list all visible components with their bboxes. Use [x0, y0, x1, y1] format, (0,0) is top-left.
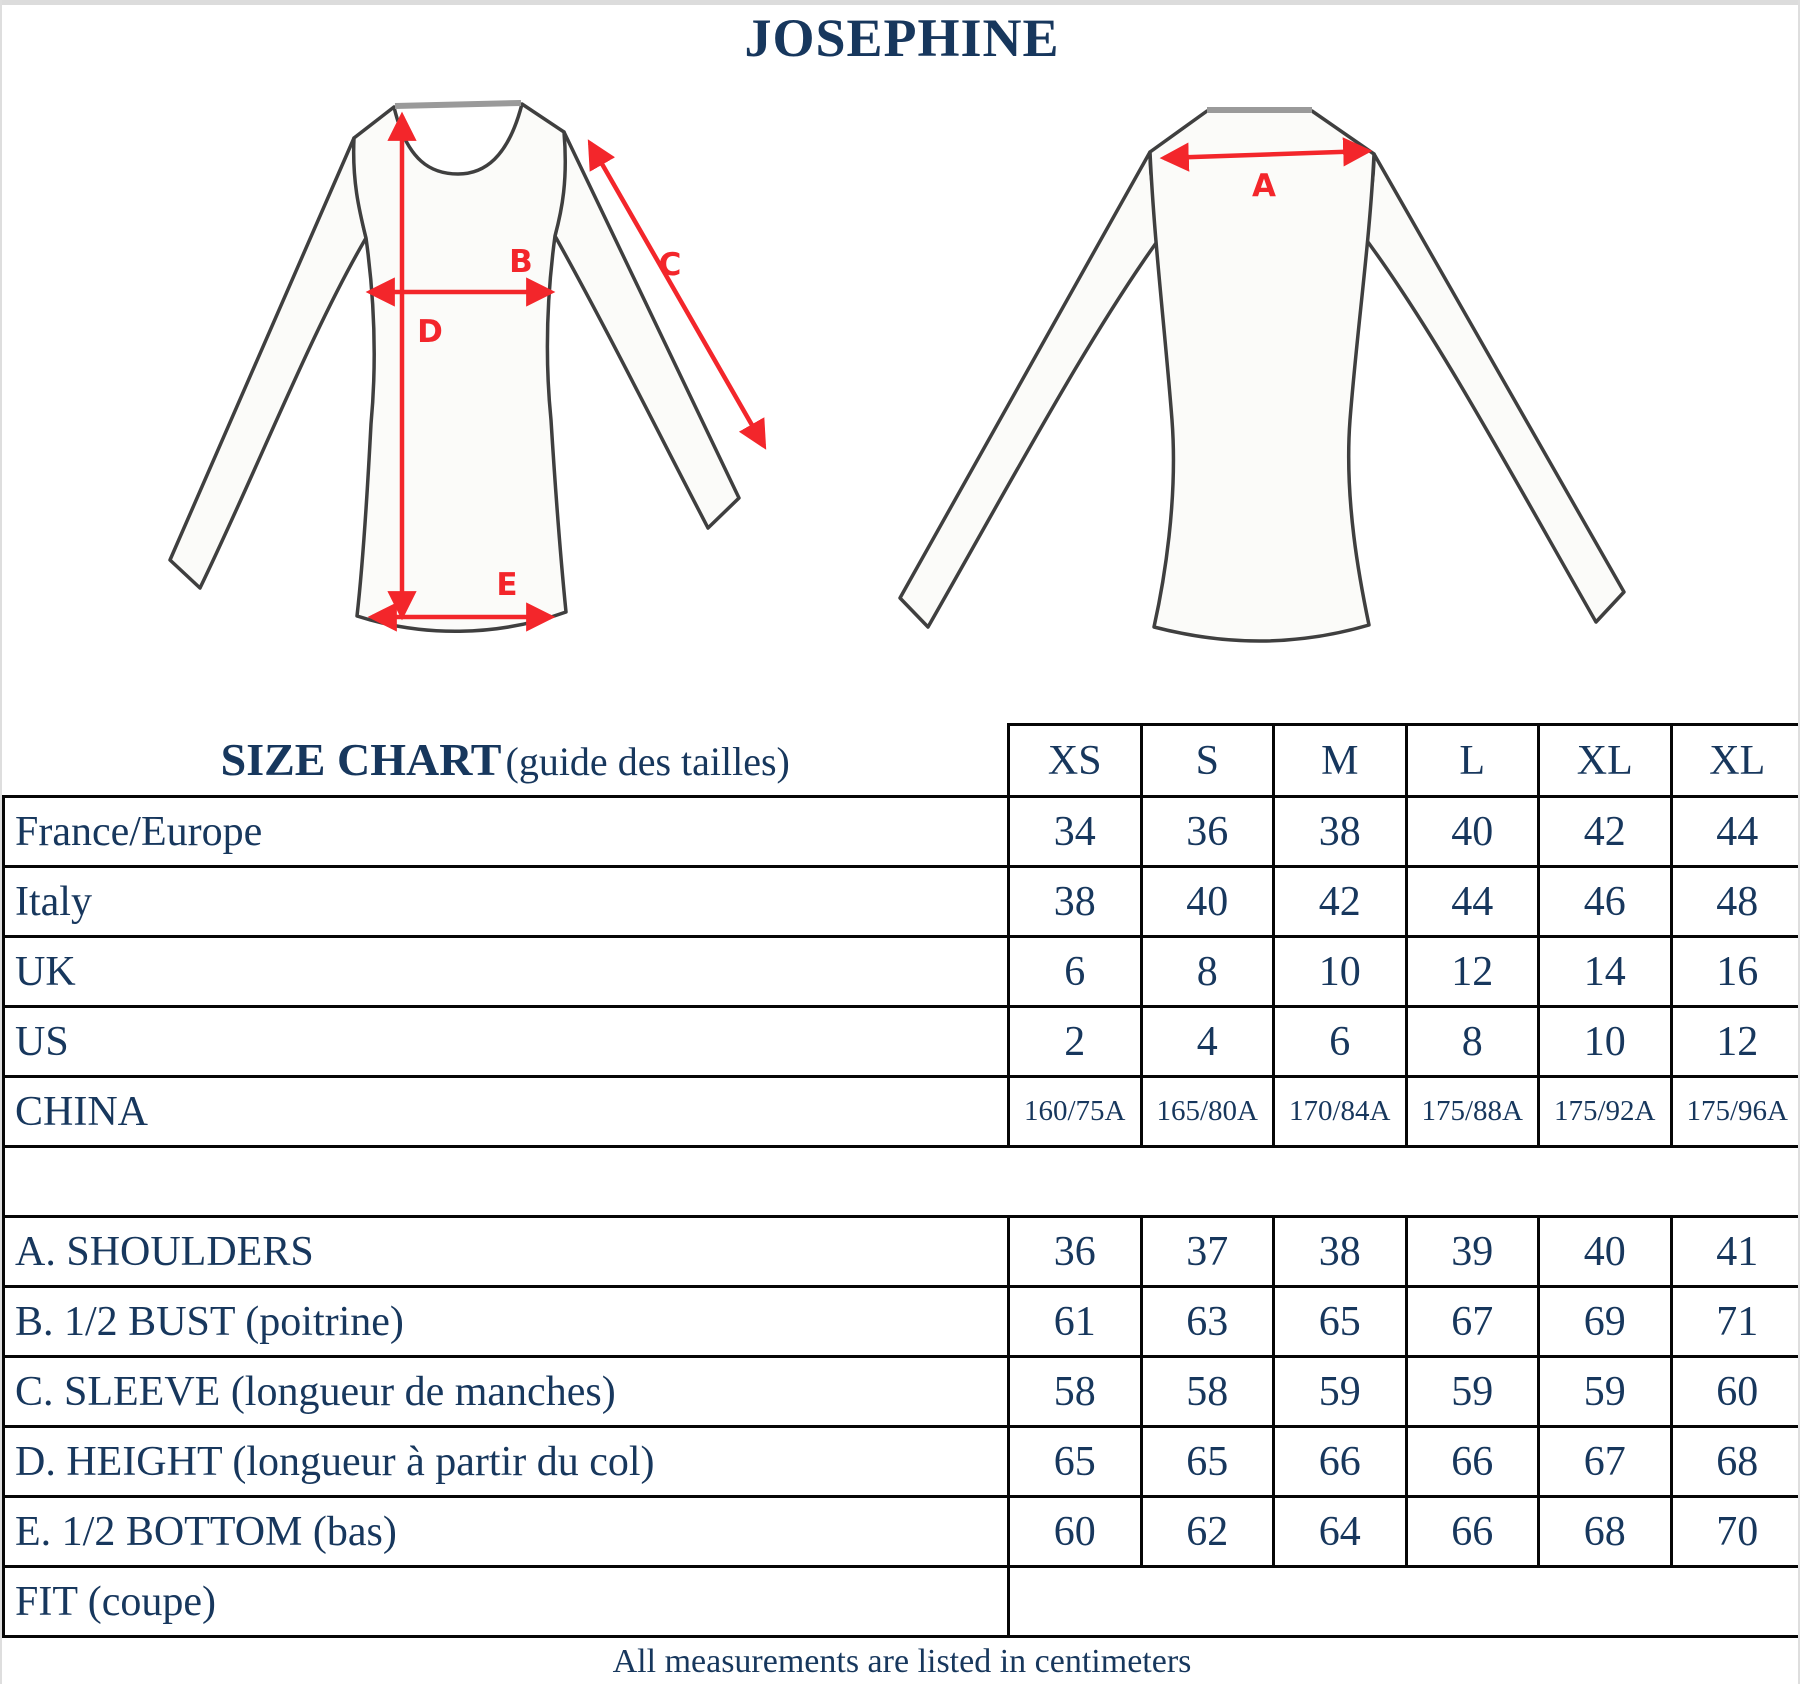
size-value-cell: 8	[1141, 937, 1274, 1007]
front-left-sleeve	[170, 138, 366, 588]
table-header-row	[4, 725, 1800, 797]
size-value-cell: 44	[1406, 867, 1539, 937]
size-value-cell: 160/75A	[1009, 1077, 1142, 1147]
size-chart-table	[2, 723, 1800, 1638]
size-value-cell: 58	[1009, 1357, 1142, 1427]
size-column-header: L	[1406, 725, 1539, 797]
size-value-cell: 38	[1274, 797, 1407, 867]
size-value-cell: 66	[1406, 1497, 1539, 1567]
size-value-cell: 46	[1539, 867, 1672, 937]
size-value-cell: 10	[1539, 1007, 1672, 1077]
table-row	[4, 1217, 1800, 1287]
row-label: FIT (coupe)	[4, 1567, 1009, 1637]
size-value-cell: 64	[1274, 1497, 1407, 1567]
size-value-cell: 175/92A	[1539, 1077, 1672, 1147]
table-row	[4, 797, 1800, 867]
size-value-cell: 71	[1671, 1287, 1800, 1357]
table-row	[4, 1357, 1800, 1427]
garment-front-view	[170, 103, 739, 631]
size-value-cell: 34	[1009, 797, 1142, 867]
size-value-cell: 59	[1539, 1357, 1672, 1427]
table-row	[4, 1497, 1800, 1567]
size-value-cell: 65	[1141, 1427, 1274, 1497]
size-value-cell: 165/80A	[1141, 1077, 1274, 1147]
size-value-cell: 38	[1009, 867, 1142, 937]
size-value-cell: 175/96A	[1671, 1077, 1800, 1147]
size-value-cell: 59	[1406, 1357, 1539, 1427]
size-value-cell: 6	[1009, 937, 1142, 1007]
size-value-cell: 58	[1141, 1357, 1274, 1427]
size-value-cell: 38	[1274, 1217, 1407, 1287]
size-value-cell: 67	[1406, 1287, 1539, 1357]
size-column-header: XS	[1009, 725, 1142, 797]
size-value-cell: 60	[1671, 1357, 1800, 1427]
table-row	[4, 937, 1800, 1007]
size-value-cell: 69	[1539, 1287, 1672, 1357]
size-value-cell: 62	[1141, 1497, 1274, 1567]
garment-diagram	[2, 0, 1800, 690]
size-chart-title: SIZE CHART	[220, 734, 502, 786]
size-value-cell: 170/84A	[1274, 1077, 1407, 1147]
size-column-header: XL	[1671, 725, 1800, 797]
size-value-cell: 66	[1406, 1427, 1539, 1497]
size-value-cell: 60	[1009, 1497, 1142, 1567]
table-row	[4, 1287, 1800, 1357]
size-value-cell: 39	[1406, 1217, 1539, 1287]
size-value-cell: 8	[1406, 1007, 1539, 1077]
size-value-cell: 36	[1009, 1217, 1142, 1287]
size-value-cell: 65	[1009, 1427, 1142, 1497]
row-label: Italy	[4, 867, 1009, 937]
size-value-cell: 42	[1274, 867, 1407, 937]
size-value-cell: 10	[1274, 937, 1407, 1007]
row-label: E. 1/2 BOTTOM (bas)	[4, 1497, 1009, 1567]
size-column-header: S	[1141, 725, 1274, 797]
size-value-cell: 40	[1539, 1217, 1672, 1287]
back-left-sleeve	[900, 152, 1164, 627]
size-value-cell: 14	[1539, 937, 1672, 1007]
size-value-cell: 65	[1274, 1287, 1407, 1357]
size-value-cell: 175/88A	[1406, 1077, 1539, 1147]
row-label: UK	[4, 937, 1009, 1007]
spacer-cell	[4, 1147, 1800, 1217]
size-value-cell: 37	[1141, 1217, 1274, 1287]
row-label: CHINA	[4, 1077, 1009, 1147]
size-column-header: XL	[1539, 725, 1672, 797]
size-value-cell: 40	[1406, 797, 1539, 867]
measure-label-e: E	[496, 567, 518, 603]
table-row	[4, 1427, 1800, 1497]
size-value-cell: 63	[1141, 1287, 1274, 1357]
size-value-cell: 12	[1406, 937, 1539, 1007]
table-row	[4, 1567, 1800, 1637]
size-value-cell: 44	[1671, 797, 1800, 867]
back-right-sleeve	[1362, 154, 1624, 622]
size-value-cell: 68	[1539, 1497, 1672, 1567]
size-chart-heading	[4, 725, 1009, 797]
row-label: France/Europe	[4, 797, 1009, 867]
size-column-header: M	[1274, 725, 1407, 797]
size-value-cell: 40	[1141, 867, 1274, 937]
size-value-cell: 36	[1141, 797, 1274, 867]
size-value-cell: 66	[1274, 1427, 1407, 1497]
row-label: US	[4, 1007, 1009, 1077]
measure-label-b: B	[509, 244, 533, 280]
measure-label-a: A	[1252, 168, 1276, 204]
table-row	[4, 867, 1800, 937]
front-body	[354, 104, 566, 631]
measure-label-d: D	[417, 314, 443, 350]
row-label: B. 1/2 BUST (poitrine)	[4, 1287, 1009, 1357]
row-label: D. HEIGHT (longueur à partir du col)	[4, 1427, 1009, 1497]
size-value-cell: 61	[1009, 1287, 1142, 1357]
size-value-cell: 41	[1671, 1217, 1800, 1287]
size-value-cell: 70	[1671, 1497, 1800, 1567]
front-collar-line	[395, 103, 521, 106]
size-value-cell: 42	[1539, 797, 1672, 867]
row-label: A. SHOULDERS	[4, 1217, 1009, 1287]
size-value-cell: 12	[1671, 1007, 1800, 1077]
row-label: C. SLEEVE (longueur de manches)	[4, 1357, 1009, 1427]
front-right-sleeve	[555, 132, 739, 528]
size-value-cell: 6	[1274, 1007, 1407, 1077]
table-row	[4, 1077, 1800, 1147]
table-row	[4, 1007, 1800, 1077]
measure-label-c: C	[658, 247, 682, 283]
size-value-cell: 68	[1671, 1427, 1800, 1497]
page-title: JOSEPHINE	[744, 8, 1060, 68]
size-value-cell: 59	[1274, 1357, 1407, 1427]
size-value-cell: 48	[1671, 867, 1800, 937]
size-chart-subtitle: (guide des tailles)	[505, 739, 790, 785]
size-value-cell: 16	[1671, 937, 1800, 1007]
size-value-cell: 67	[1539, 1427, 1672, 1497]
measurements-note: All measurements are listed in centimeters	[612, 1643, 1192, 1680]
size-value-cell: 2	[1009, 1007, 1142, 1077]
size-value-cell: 4	[1141, 1007, 1274, 1077]
merged-empty-cell	[1009, 1567, 1800, 1637]
table-row	[4, 1147, 1800, 1217]
